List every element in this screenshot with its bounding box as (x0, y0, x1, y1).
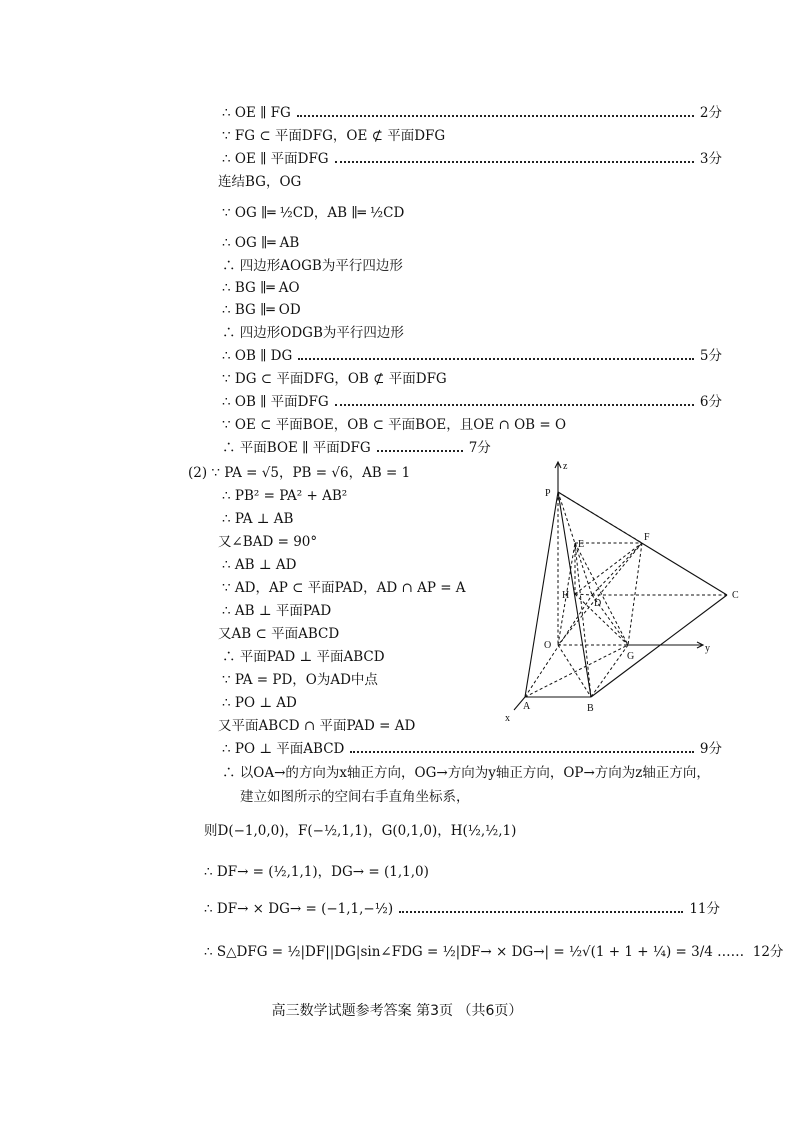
proof1-line: ∴ OE ∥ 平面DFG 3分 (222, 151, 722, 167)
proof1-line: 连结BG，OG (218, 174, 302, 190)
proof1-line: ∴ OB ∥ 平面DFG 6分 (222, 394, 722, 410)
proof2-line: ∴ DF→ × DG→ = (−1,1,−½) 11分 (204, 901, 720, 917)
proof1-line: ∴ OB ∥ DG 5分 (222, 348, 722, 364)
proof1-line: ∴ 四边形ODGB为平行四边形 (222, 325, 404, 341)
label-H: H (562, 590, 570, 601)
proof2-line: ∴ PB² = PA² + AB² (222, 488, 348, 504)
proof1-line: ∴ OG ∥═ AB (222, 235, 300, 251)
label-B: B (587, 703, 594, 714)
proof1-line: ∴ 四边形AOGB为平行四边形 (222, 258, 403, 274)
label-O: O (544, 640, 552, 651)
label-x: x (505, 713, 510, 724)
proof1-line: ∴ BG ∥═ AO (222, 280, 300, 296)
proof2-line: ∴ 以OA→的方向为x轴正方向，OG→方向为y轴正方向，OP→方向为z轴正方向， (222, 765, 710, 781)
proof1-line: ∴ OE ∥ FG 2分 (222, 105, 722, 121)
proof1-line: ∵ DG ⊂ 平面DFG，OB ⊄ 平面DFG (222, 371, 447, 387)
proof2-line: (2) ∵ PA = √5，PB = √6，AB = 1 (188, 465, 411, 481)
proof2-line: ∵ AD，AP ⊂ 平面PAD，AD ∩ AP = A (222, 580, 466, 596)
label-z: z (563, 461, 568, 472)
page-footer: 高三数学试题参考答案 第3页 （共6页） (271, 1003, 523, 1019)
proof2-line: ∴ PO ⊥ AD (222, 695, 297, 711)
label-A: A (523, 701, 531, 712)
proof1-line: ∴ BG ∥═ OD (222, 302, 301, 318)
proof1-line: ∵ OG ∥═ ½CD，AB ∥═ ½CD (222, 205, 405, 221)
proof2-line: ∴ AB ⊥ AD (222, 557, 297, 573)
proof1-line: ∵ OE ⊂ 平面BOE，OB ⊂ 平面BOE，且OE ∩ OB = O (222, 417, 567, 433)
label-P: P (545, 488, 551, 499)
pyramid-figure (495, 458, 755, 728)
proof2-line: ∴ DF→ = (½,1,1)，DG→ = (1,1,0) (204, 864, 429, 880)
label-C: C (732, 590, 739, 601)
proof2-line: ∴ AB ⊥ 平面PAD (222, 603, 332, 619)
proof2-line: ∵ PA = PD，O为AD中点 (222, 672, 378, 688)
proof2-line: 又平面ABCD ∩ 平面PAD = AD (218, 718, 416, 734)
proof1-line: ∵ FG ⊂ 平面DFG，OE ⊄ 平面DFG (222, 128, 446, 144)
proof2-line: 建立如图所示的空间右手直角坐标系， (240, 789, 470, 805)
label-E: E (578, 539, 585, 550)
proof2-line: 又AB ⊂ 平面ABCD (218, 626, 340, 642)
proof2-line: ∴ PA ⊥ AB (222, 511, 294, 527)
proof2-line: 则D(−1,0,0)，F(−½,1,1)，G(0,1,0)，H(½,½,1) (204, 823, 517, 839)
proof2-line: 又∠BAD = 90° (218, 534, 318, 550)
label-G: G (627, 651, 635, 662)
label-D: D (594, 598, 602, 609)
proof2-line: ∴ S△DFG = ½|DF||DG|sin∠FDG = ½|DF→ × DG→| = ½√(1 + 1 + ¼) = 3/4 …… 12分 (204, 944, 784, 960)
proof2-line: ∴ 平面PAD ⊥ 平面ABCD (222, 649, 385, 665)
label-F: F (644, 532, 650, 543)
proof2-line: ∴ PO ⊥ 平面ABCD 9分 (222, 741, 722, 757)
proof1-line: ∴ 平面BOE ∥ 平面DFG 7分 (222, 440, 491, 456)
label-y: y (705, 643, 710, 654)
